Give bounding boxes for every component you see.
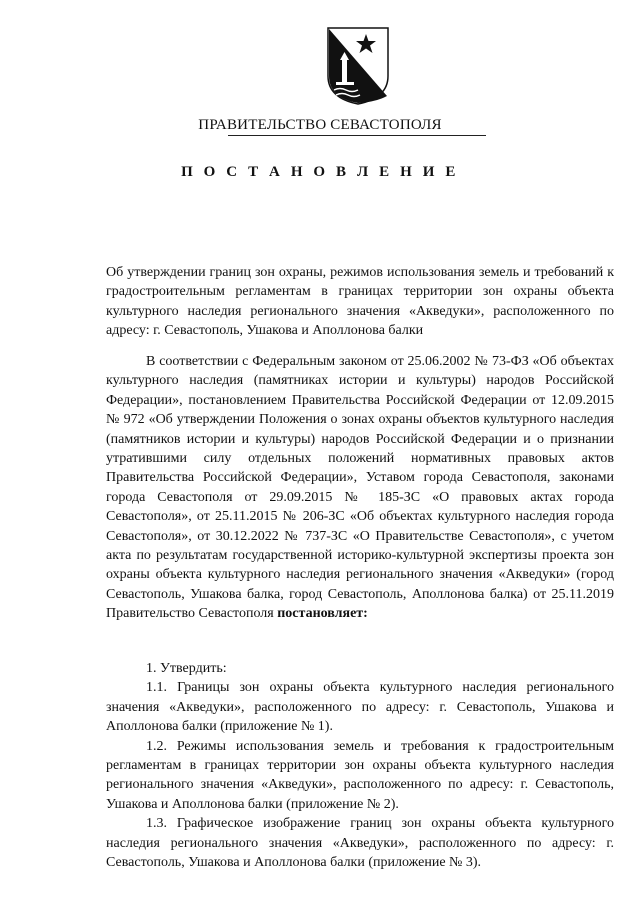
government-name: ПРАВИТЕЛЬСТВО СЕВАСТОПОЛЯ	[198, 117, 442, 133]
resolves-word: постановляет:	[277, 606, 368, 622]
resolution-items	[106, 659, 614, 872]
preamble-paragraph	[106, 352, 614, 624]
item-1: 1. Утвердить:	[146, 661, 227, 676]
government-underline	[228, 135, 486, 136]
preamble	[106, 352, 614, 624]
document-type: П О С Т А Н О В Л Е Н И Е	[181, 164, 459, 180]
item-1-3: 1.3. Графическое изображение границ зон охраны объекта культурного наследия регионального значения «Акведуки», расположенного по адресу: г. Севастополь, Ушакова и Аполлонова балки (приложение № 3).	[106, 816, 614, 871]
resolution-title: Об утверждении границ зон охраны, режимов использования земель и требований к градостроительным регламентам в границах территории зон охраны объекта культурного наследия регионального значения «Акведуки», расположенного по адресу: г. Севастополь, Ушакова и Аполлонова балки	[106, 265, 614, 339]
item-1-1: 1.1. Границы зон охраны объекта культурного наследия регионального значения «Акведуки», расположенного по адресу: г. Севастополь, Ушакова и Аполлонова балки (приложение № 1).	[106, 680, 614, 735]
preamble-text: В соответствии с Федеральным законом от 25.06.2002 № 73-ФЗ «Об объектах культурного наследия (памятниках истории и культуры) народов Российской Федерации», постановлением Правительства Российской Федерации от 12.09.2015 № 972 «Об утверждении Положения о зонах охраны объектов культурного наследия (памятников истории и культуры) народов Российской Федерации и о признании утратившими силу отдельных положений нормативных правовых актов Правительства Российской Федерации», Уставом города Севастополя, законами города Севастополя от 29.09.2015 № 185-ЗС «О правовых актах города Севастополя», от 25.11.2015 № 206-ЗС «Об объектах культурного наследия города Севастополя», от 30.12.2022 № 737-ЗС «О Правительстве Севастополя», с учетом акта по результатам государственной историко-культурной экспертизы проекта зон охраны объекта культурного наследия регионального значения «Акведуки» (город Севастополь, Ушакова балка, город Севастополь, Аполлонова балка) от 25.11.2019 Правительство Севастополя	[106, 354, 614, 622]
item-1-2: 1.2. Режимы использования земель и требования к градостроительным регламентам в границах территории зон охраны объекта культурного наследия регионального значения «Акведуки», расположенного по адресу: г. Севастополь, Ушакова и Аполлонова балки (приложение № 2).	[106, 738, 614, 812]
sevastopol-coat-of-arms-icon	[326, 26, 390, 106]
